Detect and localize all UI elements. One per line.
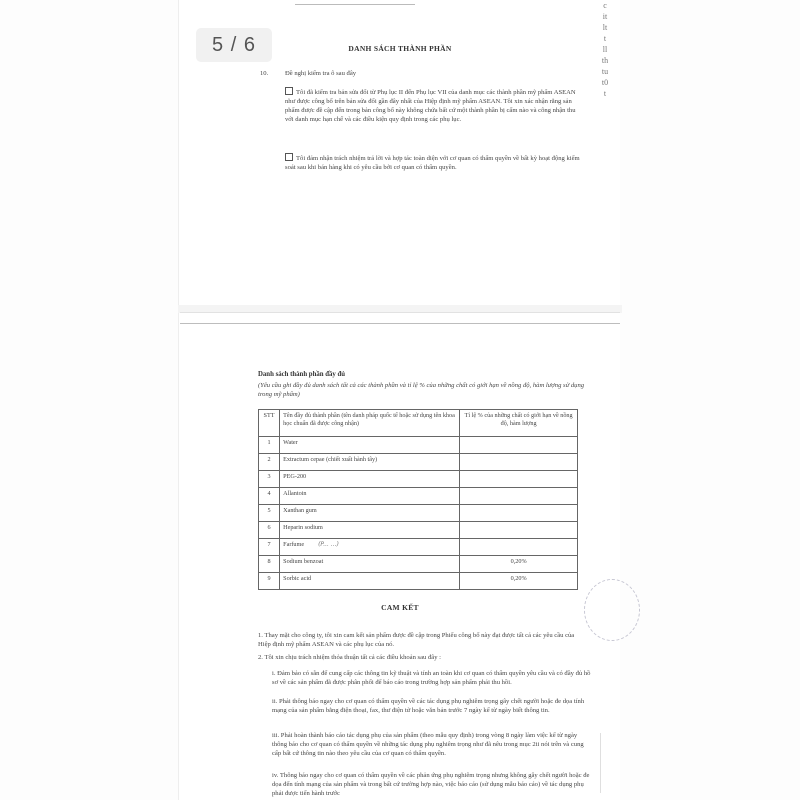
commitment-2-iii: iii. Phải hoàn thành báo cáo tác dụng phụ của sản phẩm (theo mẫu quy định) trong vòng 8 ngày làm việc kể từ ngày thông báo cho cơ quan có thẩm quyền về những tác dụng phụ nghiêm trọng như đã nêu trong mục 2ii nói trên và cung cấp bất cứ thông tin nào theo yêu cầu của cơ quan có thẩm quyền. xyxy=(272,732,584,757)
edge-mark: it xyxy=(602,12,608,21)
commitment-2-iv: iv. Thông báo ngay cho cơ quan có thẩm quyền về các phản ứng phụ nghiêm trọng nhưng không gây chết người hoặc đe dọa đến tính mạng của sản phẩm và trong bất cứ trường hợp nào, việc báo cáo (sử dụng mẫu báo cáo) về tác dụng phụ phải được tiến hành trước xyxy=(272,772,590,797)
row-percent xyxy=(460,454,578,471)
edge-mark: t xyxy=(603,34,607,43)
row-percent xyxy=(460,539,578,556)
row-percent xyxy=(460,471,578,488)
column-header-name: Tên đầy đủ thành phần (tên danh pháp quốc tế hoặc sử dụng tên khoa học chuẩn đã được công nhận) xyxy=(280,410,460,437)
commitment-1: 1. Thay mặt cho công ty, tôi xin cam kết sản phẩm được đề cập trong Phiếu công bố này đạt được tất cả các yêu cầu của Hiệp định mỹ phẩm ASEAN và các phụ lục của nó. xyxy=(258,632,575,648)
item-number: 10. xyxy=(260,70,269,77)
table-row xyxy=(259,505,578,522)
page-title: DANH SÁCH THÀNH PHẦN xyxy=(348,44,452,53)
row-percent xyxy=(460,522,578,539)
table-row xyxy=(259,539,578,556)
row-name: Water xyxy=(280,437,460,454)
margin-signature xyxy=(600,733,621,793)
edge-mark: th xyxy=(601,56,609,65)
page-edge-marks xyxy=(598,0,612,99)
table-row xyxy=(259,471,578,488)
header-rule xyxy=(295,0,415,5)
checkbox-checked-icon xyxy=(285,153,293,161)
row-name: Heparin sodium xyxy=(280,522,460,539)
checkbox-checked-icon xyxy=(285,87,293,95)
row-percent xyxy=(460,505,578,522)
row-stt: 5 xyxy=(259,505,280,522)
column-header-stt: STT xyxy=(259,410,280,437)
commitment-2-ii: ii. Phải thông báo ngay cho cơ quan có thẩm quyền về các tác dụng phụ nghiêm trọng gây chết người hoặc đe dọa tính mạng của sản phẩm bằng điện thoại, fax, thư điện tử hoặc văn bản trước 7 ngày kể từ ngày biết thông tin. xyxy=(272,698,585,714)
table-row xyxy=(259,488,578,505)
item-text: Đề nghị kiểm tra ô sau đây xyxy=(285,70,357,77)
declaration-text-2: Tôi đảm nhận trách nhiệm trả lời và hợp tác toàn diện với cơ quan có thẩm quyền về bất kỳ hoạt động kiểm soát sau khi bán hàng khi có yêu cầu bởi cơ quan có thẩm quyền. xyxy=(285,155,580,171)
edge-mark: t0 xyxy=(601,78,609,87)
row-percent: 0,20% xyxy=(460,556,578,573)
row-name: Sodium benzoat xyxy=(280,556,460,573)
row-name: Xanthan gum xyxy=(280,505,460,522)
header-rule xyxy=(180,323,620,324)
table-row xyxy=(259,522,578,539)
row-percent xyxy=(460,437,578,454)
section-heading: Danh sách thành phần đầy đủ xyxy=(258,371,346,378)
table-row xyxy=(259,437,578,454)
row-percent xyxy=(460,488,578,505)
row-stt: 4 xyxy=(259,488,280,505)
row-stt: 2 xyxy=(259,454,280,471)
row-name: Allantoin xyxy=(280,488,460,505)
table-row xyxy=(259,556,578,573)
edge-mark: t xyxy=(603,89,607,98)
row-name: PEG-200 xyxy=(280,471,460,488)
ingredient-table xyxy=(258,409,578,590)
row-name: Farfume xyxy=(283,541,305,548)
page-indicator: 5 / 6 xyxy=(196,28,272,62)
document-page-lower xyxy=(180,312,620,801)
row-name: Extractum cepae (chiết xuất hành tây) xyxy=(280,454,460,471)
commitment-2: 2. Tôi xin chịu trách nhiệm thỏa thuận tất cả các điều khoản sau đây : xyxy=(258,654,441,661)
table-header-row xyxy=(259,410,578,437)
table-row xyxy=(259,573,578,590)
row-stt: 7 xyxy=(259,539,280,556)
row-stt: 1 xyxy=(259,437,280,454)
row-name-cell xyxy=(280,539,460,556)
seal-stamp xyxy=(584,579,640,641)
table-row xyxy=(259,454,578,471)
row-stt: 3 xyxy=(259,471,280,488)
edge-mark: c xyxy=(603,1,607,10)
row-stt: 6 xyxy=(259,522,280,539)
viewer-right-margin xyxy=(617,0,800,800)
row-percent: 0,20% xyxy=(460,573,578,590)
section-note: (Yêu cầu ghi đầy đủ danh sách tất cả các thành phần và tỉ lệ % của những chất có giới hạn về nồng độ, hàm lượng sử dụng trong mỹ phẩm) xyxy=(258,382,585,398)
viewer-left-margin xyxy=(0,0,179,800)
edge-mark: tu xyxy=(601,67,609,76)
commitment-2-i: i. Đảm bảo có sẵn để cung cấp các thông tin kỹ thuật và tính an toàn khi cơ quan có thẩm quyền yêu cầu và có đầy đủ hồ sơ về các sản phẩm đã được phân phối để báo cáo trong trường hợp sản phẩm phải thu hồi. xyxy=(272,670,591,686)
edge-mark: ll xyxy=(602,45,608,54)
declaration-text-1: Tôi đã kiểm tra bản sửa đổi từ Phụ lục II đến Phụ lục VII của danh mục các thành phần mỹ phẩm ASEAN như được công bố trên bản sửa đổi gần đây nhất của Hiệp định mỹ phẩm ASEAN. Tôi xin xác nhận rằng sản phẩm được đề cập đến trong bản công bố này không chứa bất cứ một thành phần bị cấm nào và công nhận thu với danh mục hạn chế và các điều kiện quy định trong các phụ lục. xyxy=(285,89,576,123)
declaration-paragraph-1 xyxy=(285,86,585,124)
declaration-paragraph-2 xyxy=(285,152,585,172)
row-stt: 9 xyxy=(259,573,280,590)
row-name: Sorbic acid xyxy=(280,573,460,590)
column-header-percent: Tỉ lệ % của những chất có giới hạn về nồng độ, hàm lượng xyxy=(460,410,578,437)
commitment-title: CAM KẾT xyxy=(381,603,419,612)
row-stt: 8 xyxy=(259,556,280,573)
edge-mark: lt xyxy=(602,23,608,32)
handwritten-note: (P... ...) xyxy=(318,541,339,548)
